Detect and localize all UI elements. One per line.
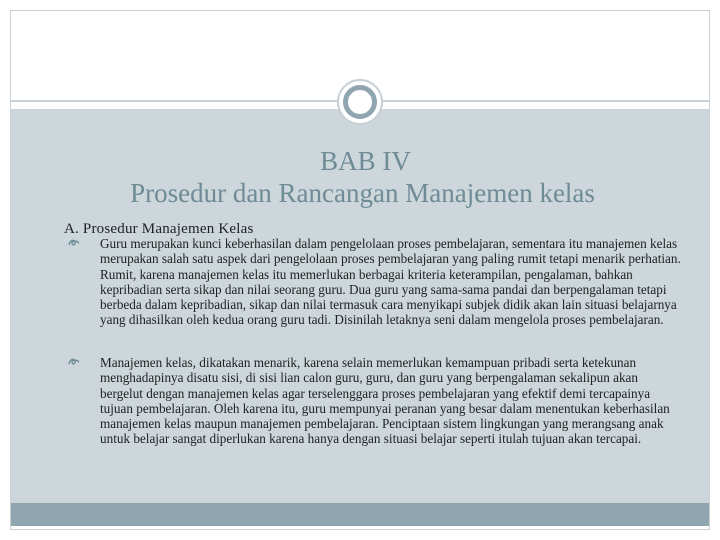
ring-icon	[343, 85, 377, 119]
bullet-item	[84, 355, 684, 447]
bullet-item	[84, 236, 684, 328]
slide-title	[0, 145, 720, 209]
swirl-bullet-icon	[68, 357, 80, 367]
bullet-text: Guru merupakan kunci keberhasilan dalam pengelolaan proses pembelajaran, sementara itu manajemen kelas merupakan salah satu aspek dari pengelolaan proses pembelajaran yang paling rumit tetapi menarik perhatian. Rumit, karena manajemen kelas itu memerlukan berbagai kriteria keterampilan, pengalaman, bahkan kepribadian serta sikap dan nilai seorang guru. Dua guru yang sama-sama pandai dan berpengalaman tetapi berbeda dalam kepribadian, sikap dan nilai termasuk cara menyikapi subjek didik akan lain situasi belajarnya yang dihasilkan oleh kedua orang guru tadi. Disinilah letaknya seni dalam mengelola proses pembelajaran.	[100, 236, 681, 328]
footer-bar	[11, 503, 709, 526]
section-heading: A. Prosedur Manajemen Kelas	[64, 221, 254, 237]
title-line-1: BAB IV	[320, 146, 411, 176]
bullet-text: Manajemen kelas, dikatakan menarik, karena selain memerlukan kemampuan pribadi serta ketekunan menghadapinya disatu sisi, di sisi lian calon guru, guru, dan guru yang berpengalaman sekalipun akan bergelut dengan manajemen kelas agar terselenggara proses pembelajaran yang efektif demi tercapainya tujuan pembelajaran. Oleh karena itu, guru mempunyai peranan yang besar dalam menentukan keberhasilan manajemen kelas maupun manajemen pembelajaran. Penciptaan sistem lingkungan yang merangsang anak untuk belajar sangat diperlukan karena hanya dengan situasi belajar seperti itulah tujuan akan tercapai.	[100, 355, 670, 447]
title-line-2: Prosedur dan Rancangan Manajemen kelas	[130, 178, 595, 208]
swirl-bullet-icon	[68, 238, 80, 248]
